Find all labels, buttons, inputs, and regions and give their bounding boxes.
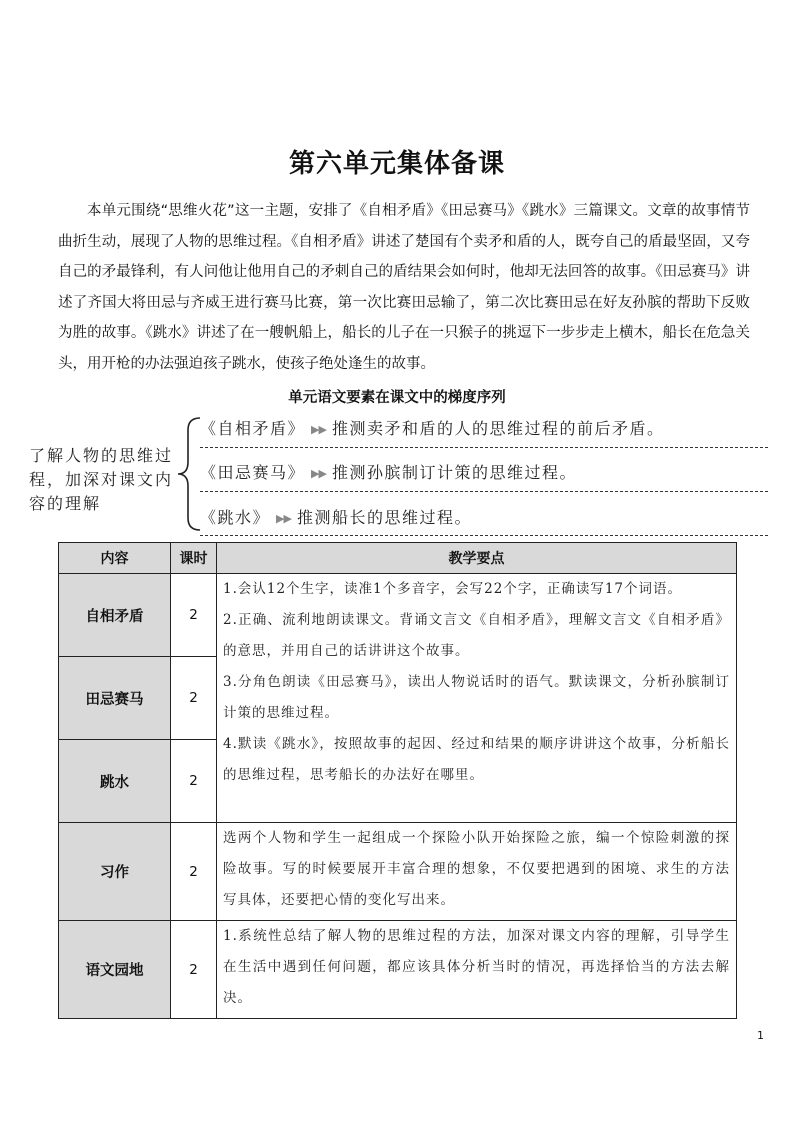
- row-name: 语文园地: [59, 921, 171, 1019]
- row-hours: 2: [171, 740, 217, 823]
- branch-text: 推测卖矛和盾的人的思维过程的前后矛盾。: [331, 419, 665, 438]
- key-point: 2.正确、流利地朗读课文。背诵文言文《自相矛盾》，理解文言文《自相矛盾》的意思，并用自己的话讲讲这个故事。: [223, 612, 730, 659]
- dashed-divider: [200, 535, 768, 536]
- branch-lesson: 《自相矛盾》: [200, 419, 306, 438]
- table-row: [59, 921, 737, 1019]
- unit-goal-label: 了解人物的思维过程，加深对课文内容的理解: [29, 446, 174, 513]
- diagram-subtitle: 单元语文要素在课文中的梯度序列: [288, 390, 506, 406]
- branch-tiaoshui: [200, 505, 472, 528]
- header-hours: 课时: [171, 543, 217, 574]
- key-point: 3.分角色朗读《田忌赛马》，读出人物说话时的语气。默读课文，分析孙膑制订计策的思维过程。: [223, 674, 730, 721]
- page-number: 1: [757, 1029, 764, 1042]
- row-name: 自相矛盾: [59, 574, 171, 657]
- branch-lesson: 《田忌赛马》: [200, 463, 306, 482]
- row-name: 田忌赛马: [59, 657, 171, 740]
- lesson-plan-table: [58, 542, 737, 1019]
- branch-zixiangmaodun: [200, 416, 664, 439]
- row-hours: 2: [171, 823, 217, 921]
- key-point: 1.会认12个生字，读准1个多音字，会写22个字，正确读写17个词语。: [223, 581, 683, 597]
- branch-text: 推测孙膑制订计策的思维过程。: [331, 463, 577, 482]
- table-row: [59, 574, 737, 657]
- lesson-key-points: [217, 574, 737, 823]
- garden-key-points: 1.系统性总结了解人物的思维过程的方法，加深对课文内容的理解，引导学生在生活中遇到任何问题，都应该具体分析当时的情况，再选择恰当的方法去解决。: [217, 921, 737, 1019]
- row-hours: 2: [171, 921, 217, 1019]
- page-title: 第六单元集体备课: [288, 149, 505, 179]
- writing-key-points: 选两个人物和学生一起组成一个探险小队开始探险之旅，编一个惊险刺激的探险故事。写的时候要展开丰富合理的想象，不仅要把遇到的困境、求生的方法写具体，还要把心情的变化写出来。: [217, 823, 737, 921]
- intro-paragraph: 本单元围绕“思维火花”这一主题，安排了《自相矛盾》《田忌赛马》《跳水》三篇课文。文章的故事情节曲折生动，展现了人物的思维过程。《自相矛盾》讲述了楚国有个卖矛和盾的人，既夸自己的盾最坚固，又夸自己的矛最锋利，有人问他让他用自己的矛刺自己的盾结果会如何时，他却无法回答的故事。《田忌赛马》讲述了齐国大将田忌与齐威王进行赛马比赛，第一次比赛田忌输了，第二次比赛田忌在好友孙膑的帮助下反败为胜的故事。《跳水》讲述了在一艘帆船上，船长的儿子在一只猴子的挑逗下一步步走上横木，船长在危急关头，用开枪的办法强迫孩子跳水，使孩子绝处逢生的故事。: [58, 203, 750, 372]
- row-name: 习作: [59, 823, 171, 921]
- table-header-row: [59, 543, 737, 574]
- row-name: 跳水: [59, 740, 171, 823]
- branch-text: 推测船长的思维过程。: [296, 508, 472, 527]
- row-hours: 2: [171, 657, 217, 740]
- double-arrow-icon: ▶▶: [311, 423, 326, 436]
- row-hours: 2: [171, 574, 217, 657]
- double-arrow-icon: ▶▶: [311, 467, 326, 480]
- header-content: 内容: [59, 543, 171, 574]
- double-arrow-icon: ▶▶: [276, 512, 291, 525]
- dashed-divider: [200, 491, 768, 492]
- header-key-points: 教学要点: [217, 543, 737, 574]
- branch-tianjisaima: [200, 460, 577, 483]
- dashed-divider: [200, 447, 768, 448]
- key-point: 4.默读《跳水》，按照故事的起因、经过和结果的顺序讲讲这个故事，分析船长的思维过程，思考船长的办法好在哪里。: [223, 736, 730, 783]
- branch-lesson: 《跳水》: [200, 508, 271, 527]
- table-row: [59, 823, 737, 921]
